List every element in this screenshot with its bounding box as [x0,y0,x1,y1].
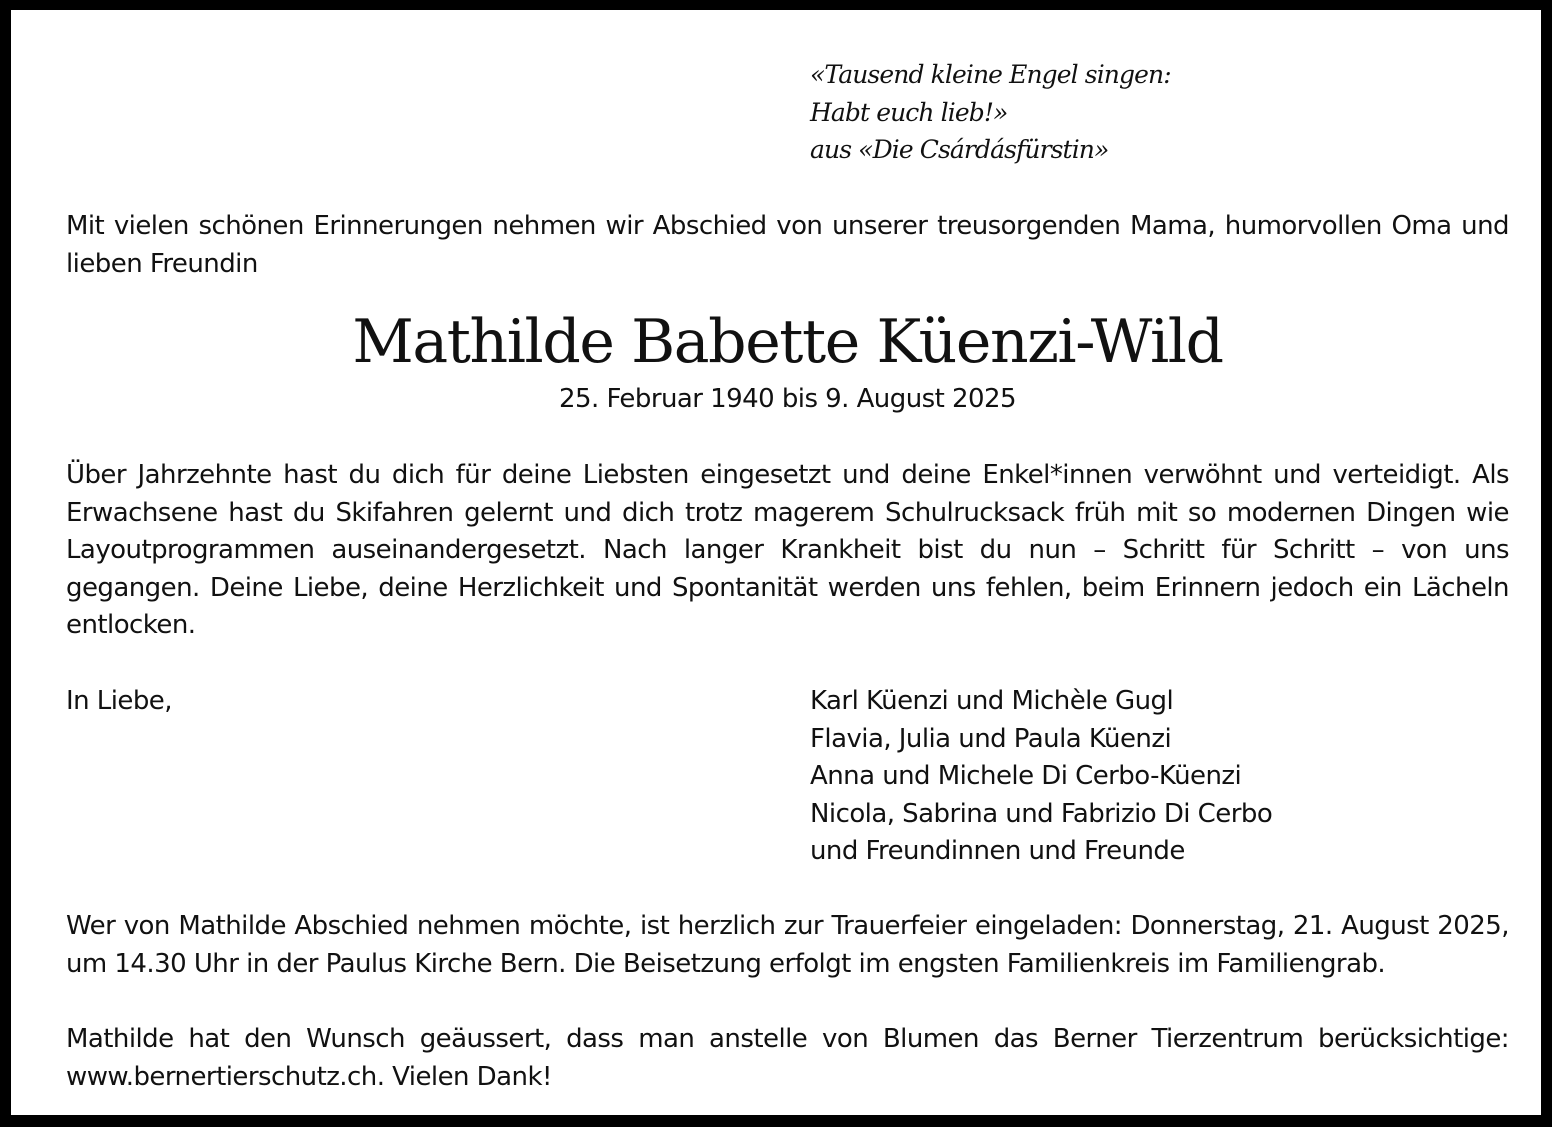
motto-source: aus «Die Csárdásfürstin» [810,135,1109,164]
motto-quote [810,56,1470,169]
motto-line: Habt euch lieb!» [810,97,1008,127]
motto-line: «Tausend kleine Engel singen: [810,60,1171,89]
mourner-line: Flavia, Julia und Paula Küenzi [810,723,1172,754]
mourner-line: Karl Küenzi und Michèle Gugl [810,686,1174,716]
mourners-list [810,683,1490,871]
mourner-line: Anna und Michele Di Cerbo-Küenzi [810,761,1242,791]
donation-note: Mathilde hat den Wunsch geäussert, dass man anstelle von Blumen das Berner Tierzentrum berücksichtige: www.bernertierschutz.ch. Vielen Dank! [66,1024,1509,1092]
closing-greeting: In Liebe, [66,686,172,716]
intro-text: Mit vielen schönen Erinnerungen nehmen wir Abschied von unserer treusorgenden Mama, humorvollen Oma und lieben Freundin [66,211,1509,279]
deceased-name: Mathilde Babette Küenzi-Wild [352,307,1223,377]
service-information: Wer von Mathilde Abschied nehmen möchte, ist herzlich zur Trauerfeier eingeladen: Donnerstag, 21. August 2025, um 14.30 Uhr in der Paulus Kirche Bern. Die Beisetzung erfolgt im engsten Familienkreis im Familiengrab. [66,911,1509,979]
life-dates: 25. Februar 1940 bis 9. August 2025 [559,384,1016,414]
tribute-text: Über Jahrzehnte hast du dich für deine Liebsten eingesetzt und deine Enkel*innen verwöhnt und verteidigt. Als Erwachsene hast du Skifahren gelernt und dich trotz magerem Schulrucksack früh mit so modernen Dingen wie Layoutprogrammen auseinandergesetzt. Nach langer Krankheit bist du nun – Schritt für Schritt – von uns gegangen. Deine Liebe, deine Herzlichkeit und Spontanität werden uns fehlen, beim Erinnern jedoch ein Lächeln entlocken. [66,460,1509,640]
mourner-line: Nicola, Sabrina und Fabrizio Di Cerbo [810,798,1273,829]
mourner-line: und Freundinnen und Freunde [810,836,1185,866]
